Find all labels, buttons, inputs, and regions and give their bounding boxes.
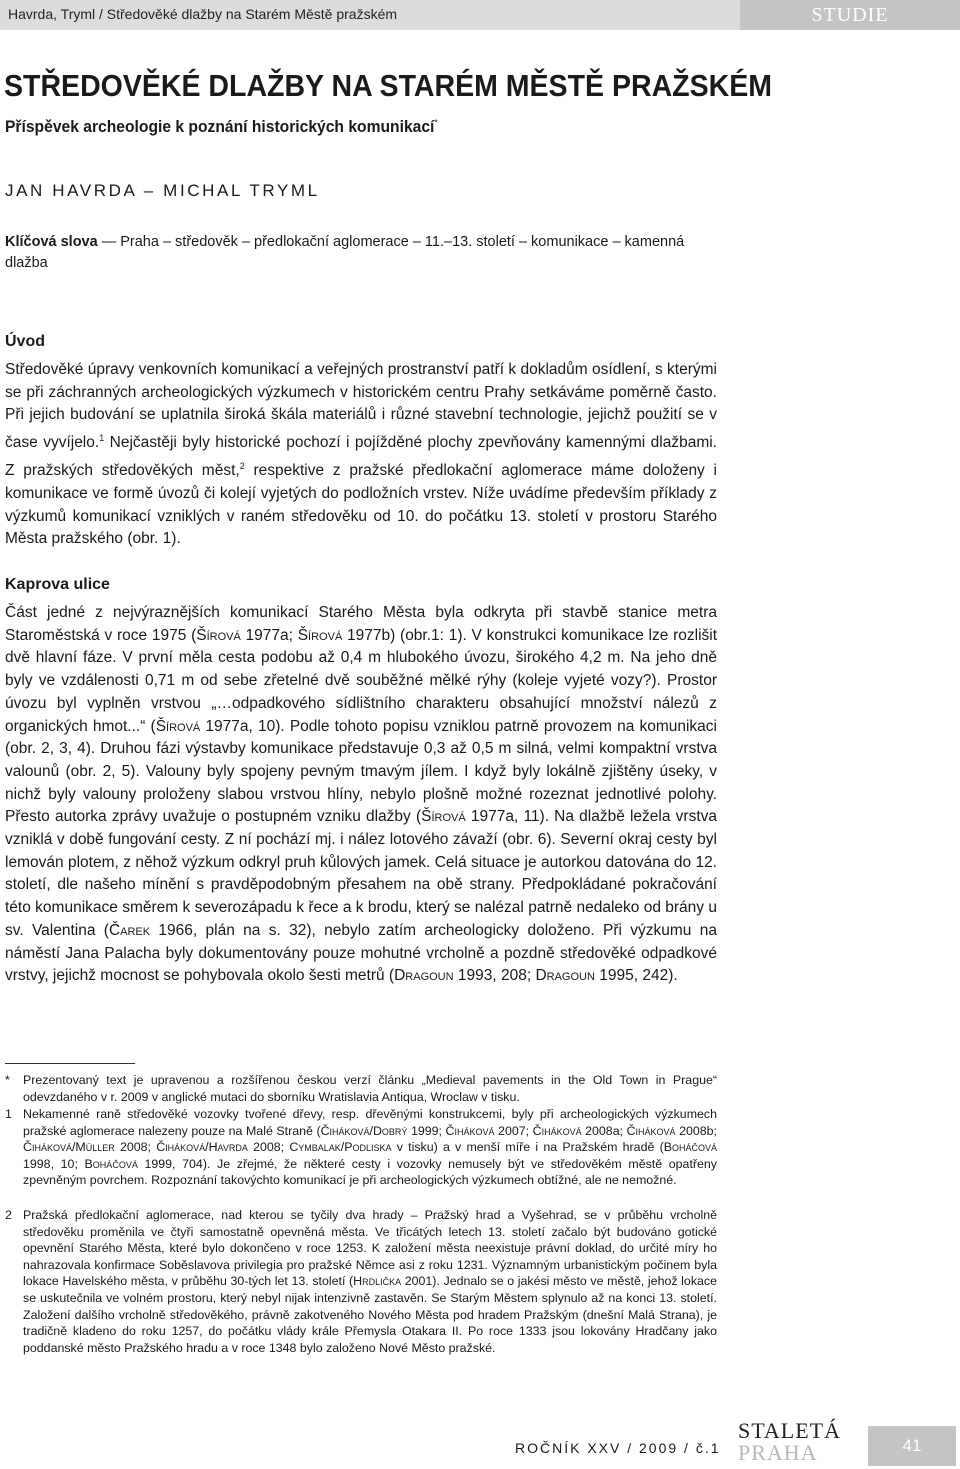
fn-text: 2008; <box>247 1140 290 1155</box>
fn-text: 2007; <box>494 1123 533 1138</box>
citation-author: Dragoun <box>394 967 454 985</box>
logo-line-2: PRAHA <box>738 1440 818 1465</box>
page-number: 41 <box>868 1426 956 1466</box>
citation-author: Šírová <box>155 717 201 735</box>
kaprova-text: 1977a; <box>240 626 298 644</box>
citation-author: Čiháková <box>532 1123 582 1138</box>
fn-text: 1998, 10; <box>23 1156 85 1171</box>
keywords-list: — Praha – středověk – předlokační aglomerace – 11.–13. století – komunikace – kamenná dlažba <box>5 234 685 271</box>
fn-text: 2001). Jednalo se o jakési město ve městě, jehož lokace se uskutečnila ve volném prostoru, který nebyl nijak intenzivně zastavěn. Se Starým Městem splynulo až na konci 13. století. Založení dalšího vrcholně středověkého, právně zakotveného Nového Města pod hradem Pražským (dnešní Malá Strana), je tradičně kladeno do roku 1257, do počátku vlády krále Přemysla Otakara II. Po roce 1333 jsou lokovány Hradčany jako poddanské město Pražského hradu a v roce 1348 bylo založeno Nové Město pražské. <box>23 1274 717 1355</box>
citation-author: Šírová <box>297 626 343 644</box>
keywords-label: Klíčová slova <box>5 234 98 250</box>
citation-author: Čiháková <box>445 1123 495 1138</box>
footnote-ref-1: 1 <box>99 433 105 444</box>
citation-author: Šírová <box>421 808 466 826</box>
footnote-star <box>5 1072 717 1105</box>
citation-author: Cymbalak/Podliska <box>289 1140 392 1155</box>
paragraph-kaprova <box>5 602 717 988</box>
section-heading-intro: Úvod <box>5 333 45 350</box>
footnote-mark: * <box>5 1073 10 1087</box>
subtitle-text: Příspěvek archeologie k poznání historických komunikací <box>5 117 435 136</box>
intro-text-3: respektive z pražské předlokační aglomerace máme doloženy i komunikace ve formě úvozů či kolejí vyjetých do podložních vrstev. Níže uvádíme především příklady z výzkumů komunikací vzniklých v raném středověku od 10. do počátku 13. století v prostoru Starého Města pražského (obr. 1). <box>5 462 717 548</box>
intro-text-1: Středověké úpravy venkovních komunikací a veřejných prostranství patří k dokladům osídlení, s kterými se při záchranných archeologických výzkumech v historickém centru Prahy setkáváme poměrně často. Při jejich budování se uplatnila široká škála materiálů i různé stavební technologie, jejichž použití se v čase vyvíjelo. <box>5 361 717 452</box>
citation-author: Čarek <box>108 921 151 939</box>
fn-text: v tisku) a v menší míře i na Pražském hradě ( <box>391 1140 664 1155</box>
citation-author: Čiháková <box>626 1123 676 1138</box>
footnote-mark: 2 <box>5 1208 12 1222</box>
citation-author: Čiháková/Müller <box>23 1140 115 1155</box>
citation-author: Čiháková/Dobrý <box>320 1123 408 1138</box>
footnote-1 <box>5 1106 717 1189</box>
article-authors: JAN HAVRDA – MICHAL TRYML <box>5 181 320 200</box>
keywords <box>5 232 717 274</box>
fn-text: 2008a; <box>581 1123 627 1138</box>
fn-text: 1999; <box>407 1123 446 1138</box>
fn-text: 2008; <box>114 1140 157 1155</box>
footnote-ref-2: 2 <box>239 460 245 471</box>
kaprova-text: 1977a, 10). Podle tohoto popisu vzniklou patrně provozem na komunikaci (obr. 2, 3, 4). Druhou fázi výstavby komunikace představuje 0,3 až 0,5 m silná, velmi kompaktní vrstva valounů (obr. 2, 5). Valouny byly spojeny pevným tmavým jílem. I když byly lokálně zjištěny úseky, v nichž byly valouny proloženy slabou vrstvou hlíny, nebylo plošně možné rozeznat jednotlivé polohy. Přesto autorka zprávy uvažuje o postupném vzniku dlažby ( <box>5 717 717 826</box>
paragraph-intro <box>5 359 717 551</box>
footnote-divider <box>5 1063 135 1064</box>
fn-text: 1999, 704). Je zřejmé, že některé cesty i vozovky nemusely být ve středověkém městě opatřeny zpevněným povrchem. Rozpoznání takovýchto komunikací je při archeologických výzkumech obtížné, ale ne nemožné. <box>23 1156 717 1188</box>
article-subtitle <box>5 117 438 137</box>
logo-line-1: STALETÁ <box>738 1418 842 1443</box>
fn-text: Nekamenné raně středověké vozovky tvořené dřevy, resp. dřevěnými konstrukcemi, byly při archeologických výzkumech pražské aglomerace nalezeny pouze na Malé Straně ( <box>23 1107 717 1138</box>
footnote-text <box>23 1207 717 1356</box>
footnote-text <box>23 1106 717 1189</box>
journal-issue: ROČNÍK XXV / 2009 / č.1 <box>515 1440 721 1456</box>
running-header <box>0 0 960 30</box>
footnote-2 <box>5 1207 717 1356</box>
fn-text: 2008b; <box>675 1123 718 1138</box>
kaprova-text: 1995, 242). <box>594 967 678 985</box>
subtitle-footnote-mark: * <box>434 117 438 128</box>
citation-author: Boháčová <box>84 1156 138 1171</box>
footnote-mark: 1 <box>5 1107 12 1121</box>
section-heading-kaprova: Kaprova ulice <box>5 576 110 593</box>
kaprova-text: 1977a, 11). Na dlažbě ležela vrstva vzniklá v době fungování cesty. Z ní pochází mj. i nález lotového závaží (obr. 6). Severní okraj cesty byl lemován plotem, z něhož výzkum odkryl pruh kůlových jamek. Celá situace je autorkou datována do 12. století, dle našeho mínění s pravděpodobným přesahem na obě strany. Předpokládané pokračování této komunikace směrem k severozápadu k řece a k brodu, který se nalézal patrně nedaleko od brány u sv. Valentina ( <box>5 808 717 939</box>
kaprova-text: Část jedné z nejvýraznějších komunikací Starého Města byla odkryta při stavbě stanice metra Staroměstská v roce 1975 ( <box>5 604 717 644</box>
running-title: Havrda, Tryml / Středověké dlažby na Starém Městě pražském <box>8 6 398 22</box>
citation-author: Čiháková/Havrda <box>156 1140 248 1155</box>
section-label: STUDIE <box>740 0 960 30</box>
kaprova-text: 1977b) (obr.1: 1). V konstrukci komunikace lze rozlišit dvě hlavní fáze. V první měla cesta podobu až 0,4 m hlubokého úvozu, širokého 4,2 m. Na jeho dně byly ve vzdálenosti 0,71 m od sebe zřetelné dvě souběžné mělké rýhy (koleje vyjeté vozy?). Prostor úvozu byl vyplněn vrstvou „…odpadkového sídlištního charakteru obsahující množství nálezů z organických hmot...“ ( <box>5 626 718 735</box>
kaprova-text: 1993, 208; <box>453 967 536 985</box>
footnote-text: Prezentovaný text je upravenou a rozšířenou českou verzí článku „Medieval pavements in the Old Town in Prague“ odevzdaného v r. 2009 v anglické mutaci do sborníku Wratislavia Antiqua, Wroclaw v tisku. <box>23 1073 717 1104</box>
citation-author: Hrdlička <box>353 1274 402 1289</box>
citation-author: Šírová <box>196 626 241 644</box>
article-title: STŘEDOVĚKÉ DLAŽBY NA STARÉM MĚSTĚ PRAŽSKÉM <box>4 68 772 103</box>
citation-author: Boháčová <box>663 1140 717 1155</box>
citation-author: Dragoun <box>535 967 595 985</box>
intro-text-2: Nejčastěji byly historické pochozí i pojížděné plochy zpevňovány kamennými dlažbami. Z pražských středověkých měst, <box>5 434 717 480</box>
fn-text: Pražská předlokační aglomerace, nad kterou se tyčily dva hrady – Pražský hrad a Vyšehrad, se v průběhu vrcholně středověku proměnila ve čtyři samostatně opevněná města. Ve třicátých letech 13. století začalo být budováno gotické opevnění Starého Města, které bylo dokončeno v roce 1253. K založení města neexistuje právní doklad, do určité míry ho nahrazovala konfirmace Soběslavova privilegia pro pražské Němce asi z roku 1231. Významným urbanistickým počinem byla lokace Havelského města, v průběhu 30-tých let 13. století ( <box>23 1208 717 1289</box>
journal-logo <box>738 1418 863 1464</box>
kaprova-text: 1966, plán na s. 32), nebylo zatím archeologicky doloženo. Při výzkumu na náměstí Jana Palacha byly dokumentovány pouze mohutné vrcholně a pozdně středověké odpadkové vrstvy, jejichž mocnost se pohybovala okolo šesti metrů ( <box>5 921 717 985</box>
